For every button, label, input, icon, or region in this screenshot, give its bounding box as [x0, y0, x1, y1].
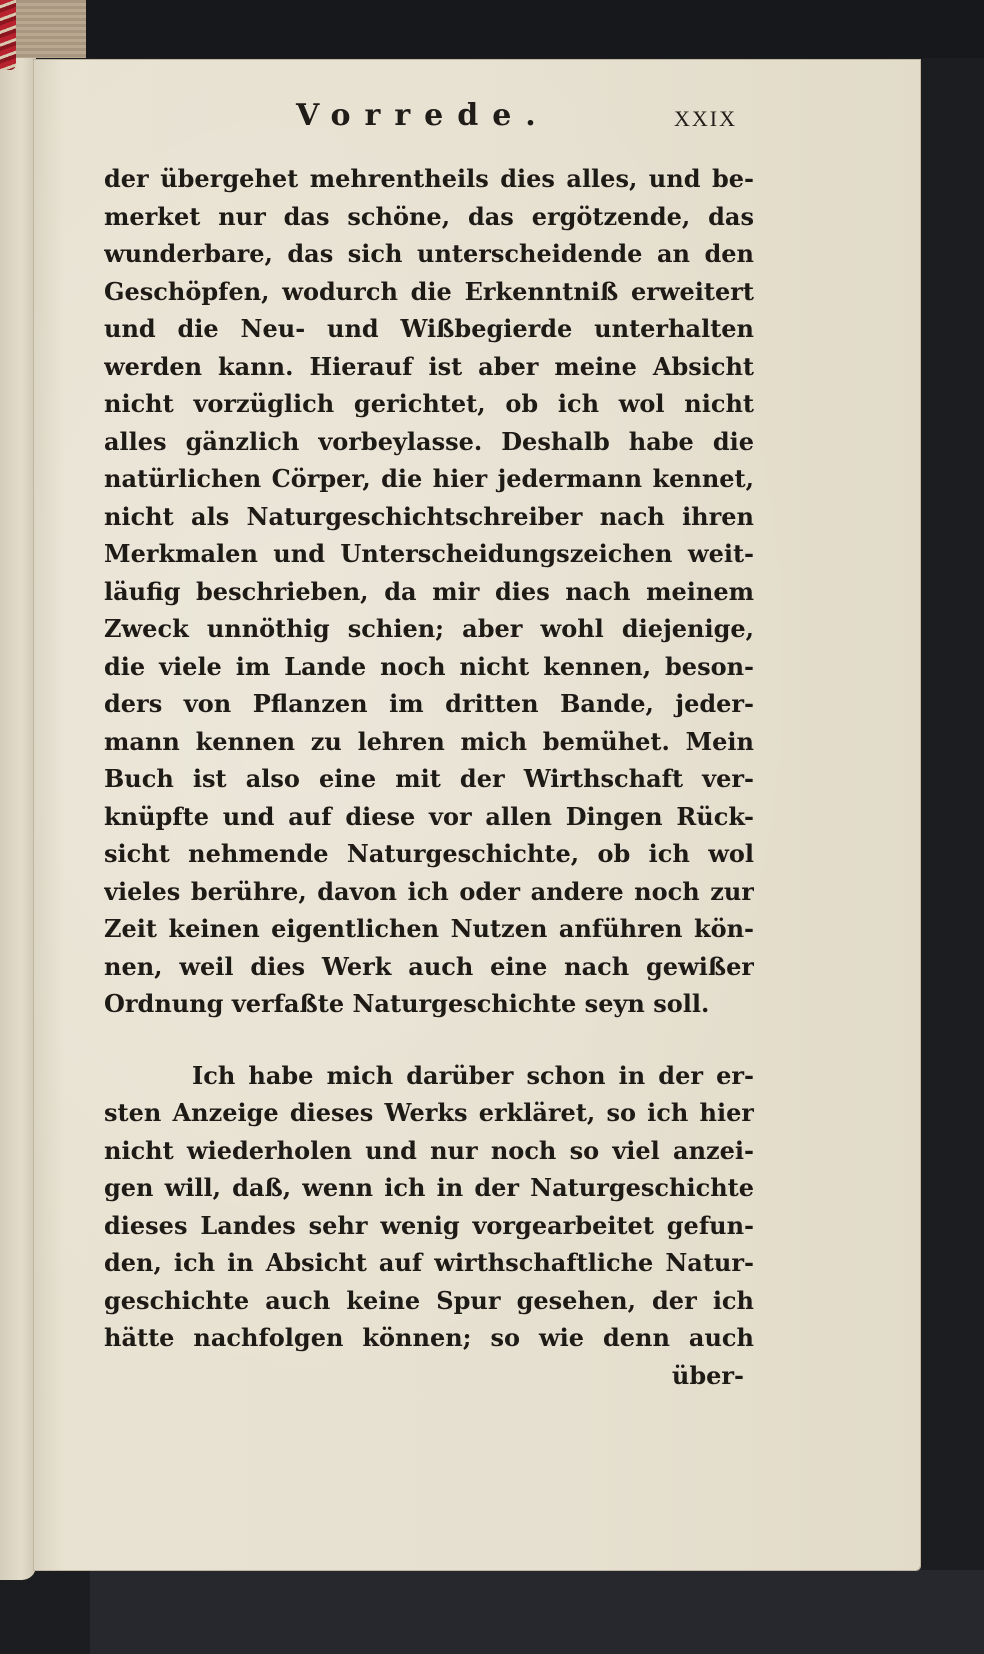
text-line: dieses Landes sehr wenig vorgearbeitet gefun- [104, 1210, 754, 1240]
text-line: Ordnung verfaßte Naturgeschichte seyn soll. [104, 989, 710, 1018]
facing-page-edge [0, 0, 36, 1580]
text-line: läufig beschrieben, da mir dies nach meinem [104, 576, 754, 606]
paragraph-gap [104, 1023, 754, 1057]
text-line: sten Anzeige dieses Werks erkläret, so ich hier [104, 1098, 754, 1127]
text-line: werden kann. Hierauf ist aber meine Absicht [104, 351, 754, 381]
book-spine [16, 0, 86, 58]
text-line: mann kennen zu lehren mich bemühet. Mein [104, 726, 754, 756]
text-line: nicht als Naturgeschichtschreiber nach ihren [104, 501, 754, 531]
text-line: die viele im Lande noch nicht kennen, beson- [104, 651, 754, 681]
page-title: Vorrede. [296, 98, 550, 133]
text-line: Ich habe mich darüber schon in der er- [192, 1060, 754, 1090]
text-line: merket nur das schöne, das ergötzende, das [104, 201, 754, 231]
text-line: den, ich in Absicht auf wirthschaftliche Natur- [104, 1248, 754, 1277]
paragraph-1 [104, 160, 754, 1023]
text-line: sicht nehmende Naturgeschichte, ob ich wol [104, 839, 754, 868]
text-line: Buch ist also eine mit der Wirthschaft ver- [104, 764, 754, 793]
running-head [34, 98, 920, 138]
paragraph-2 [104, 1057, 754, 1357]
dark-background-top [85, 0, 984, 58]
text-line: Zeit keinen eigentlichen Nutzen anführen kön- [104, 914, 754, 943]
text-line: alles gänzlich vorbeylasse. Deshalb habe die [104, 426, 754, 456]
text-line: nicht wiederholen und nur noch so viel anzei- [104, 1135, 754, 1165]
text-line: nen, weil dies Werk auch eine nach gewißer [104, 951, 754, 981]
text-line: nicht vorzüglich gerichtet, ob ich wol nicht [104, 389, 754, 418]
text-line: geschichte auch keine Spur gesehen, der ich [104, 1285, 754, 1315]
text-line: Geschöpfen, wodurch die Erkenntniß erweitert [104, 276, 754, 306]
dark-background-bottom [90, 1570, 984, 1654]
text-line: natürlichen Cörper, die hier jedermann kennet, [104, 464, 754, 493]
text-line: gen will, daß, wenn ich in der Naturgeschichte [104, 1173, 754, 1202]
bookmark-ribbon [0, 0, 16, 70]
text-line: ders von Pflanzen im dritten Bande, jeder- [104, 689, 754, 718]
text-line: knüpfte und auf diese vor allen Dingen Rück- [104, 801, 754, 831]
text-line: hätte nachfolgen können; so wie denn auch [104, 1323, 754, 1352]
body-text [104, 160, 754, 1394]
book-page [34, 60, 920, 1570]
page-number: XXIX [674, 106, 737, 131]
text-line: und die Neu- und Wißbegierde unterhalten [104, 314, 754, 343]
text-line: wunderbare, das sich unterscheidende an den [104, 239, 754, 268]
text-line: Zweck unnöthig schien; aber wohl diejenige, [104, 614, 754, 643]
catchword: über- [671, 1360, 744, 1390]
text-line: der übergehet mehrentheils dies alles, und be- [104, 164, 754, 193]
text-line: Merkmalen und Unterscheidungszeichen weit- [104, 539, 754, 568]
text-line: vieles berühre, davon ich oder andere noch zur [104, 876, 754, 906]
